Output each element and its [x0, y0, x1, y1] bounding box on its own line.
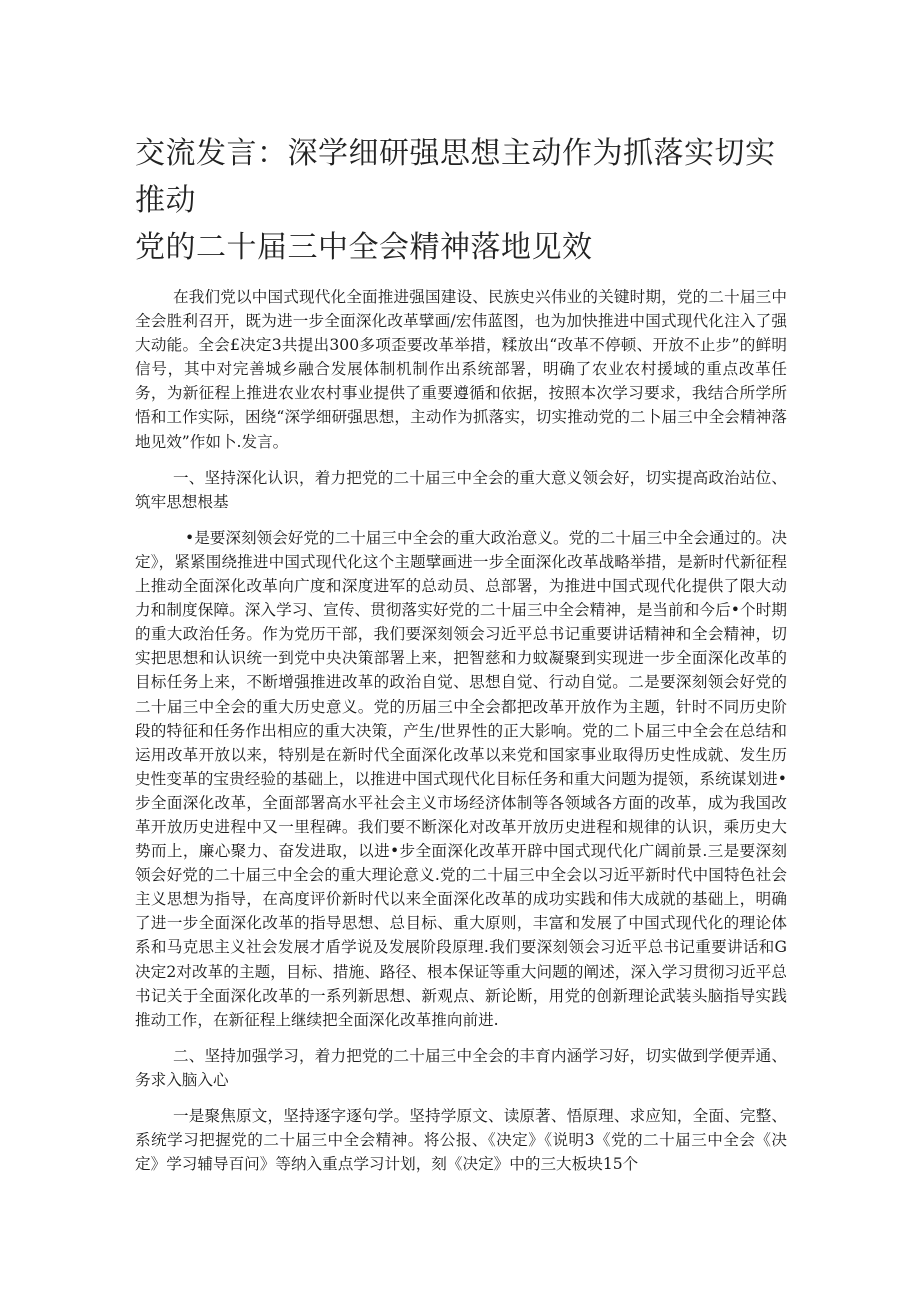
section-heading-1: 一、坚持深化认识，着力把党的二十届三中全会的重大意义领会好，切实提高政治站位、筑牢思想根基	[135, 468, 787, 511]
document-page	[135, 130, 787, 1188]
title-line-1: 交流发言：深学细研强思想主动作为抓落实切实推动	[135, 136, 776, 218]
section-heading-2: 二、坚持加强学习，着力把党的二十届三中全会的丰育内涵学习好，切实做到学便弄通、务求入脑入心	[135, 1046, 787, 1089]
document-title	[135, 130, 787, 271]
section-1-body: •是要深刻领会好党的二十届三中全会的重大政治意义。党的二十届三中全会通过的。决定》，紧紧围绕推进中国式现代化这个主题擘画进一步全面深化改革战略举措，是新时代新征程上推动全面深化改革向广度和深度进军的总动员、总部署，为推进中国式现代化提供了限大动力和制度保障。深入学习、宣传、贯彻落实好党的二十届三中全会精神，是当前和今后•个时期的重大政治任务。作为党历干部，我们要深刻领会习近平总书记重要讲话精神和全会精神，切实把思想和认识统一到党中央决策部署上来，把智慈和力蚊凝聚到实现进一步全面深化改革的目标任务上来，不断增强推进改革的政治自觉、思想自觉、行动自觉。二是要深刻领会好党的二十届三中全会的重大历史意义。党的历届三中全会都把改革开放作为主题，针时不同历史阶段的特征和任务作出相应的重大决策，产生/世界性的正大影响。党的二卜届三中全会在总结和运用改革开放以来，特别是在新时代全面深化改革以来党和国家事业取得历史性成就、发生历史性变革的宝贵经验的基础上，以推进中国式现代化目标任务和重大问题为提领，系统谋划进•步全面深化改革，全面部署高水平社会主义市场经济体制等各领域各方面的改革，成为我国改革开放历史进程中又一里程碑。我们要不断深化对改革开放历史进程和规律的认识，乘历史大势而上，廉心聚力、奋发进取，以进•步全面深化改革开辟中国式现代化广阔前景.三是要深刻领会好党的二十届三中全会的重大理论意义.党的二十届三中全会以习近平新时代中国特色社会主义思想为指导，在高度评价新时代以来全面深化改革的成功实践和伟大成就的基础上，明确了进一步全面深化改革的指导思想、总目标、重大原则，丰富和发展了中国式现代化的理论体系和马克思主义社会发展才盾学说及发展阶段原理.我们要深刻领会习近平总书记重要讲话和G决定2对改革的主题，目标、措施、路径、根本保证等重大问题的阐述，深入学习贯彻习近平总书记关于全面深化改革的一系列新思想、新观点、新论断，用党的创新理论武装头脑指导实践推动工作，在新征程上继续把全面深化改革推向前进.	[135, 528, 787, 1029]
intro-paragraph: 在我们党以中国式现代化全面推进强国建设、民族史兴伟业的关键时期，党的二十届三中全会胜利召开，既为进一步全面深化改革擘画/宏伟蓝图，也为加快推进中国式现代化注入了强大动能。全会£决定3共提出300多项歪要改革举措，糅放出“改革不停顿、开放不止步”的鲜明信号，其中对完善城乡融合发展体制机制作出系统部署，明确了农业农村援域的重点改革任务，为新征程上推进农业农村事业提供了重要遵循和依据，按照本次学习要求，我结合所学所悟和工作实际，困绕“深学细研强思想，主动作为抓落实，切实推动党的二卜届三中全会精神落地见效”作如卜.发言。	[135, 288, 787, 451]
title-line-2: 党的二十届三中全会精神落地见效	[135, 230, 593, 265]
section-2-body: 一是聚焦原文，坚持逐字逐句学。坚持学原文、读原著、悟原理、求应知，全面、完整、系统学习把握党的二十届三中全会精神。将公报、《决定》《说明3《党的二十届三中全会《决定》学习辅导百问》等纳入重点学习计划，刻《决定》中的三大板块15个	[135, 1107, 787, 1174]
